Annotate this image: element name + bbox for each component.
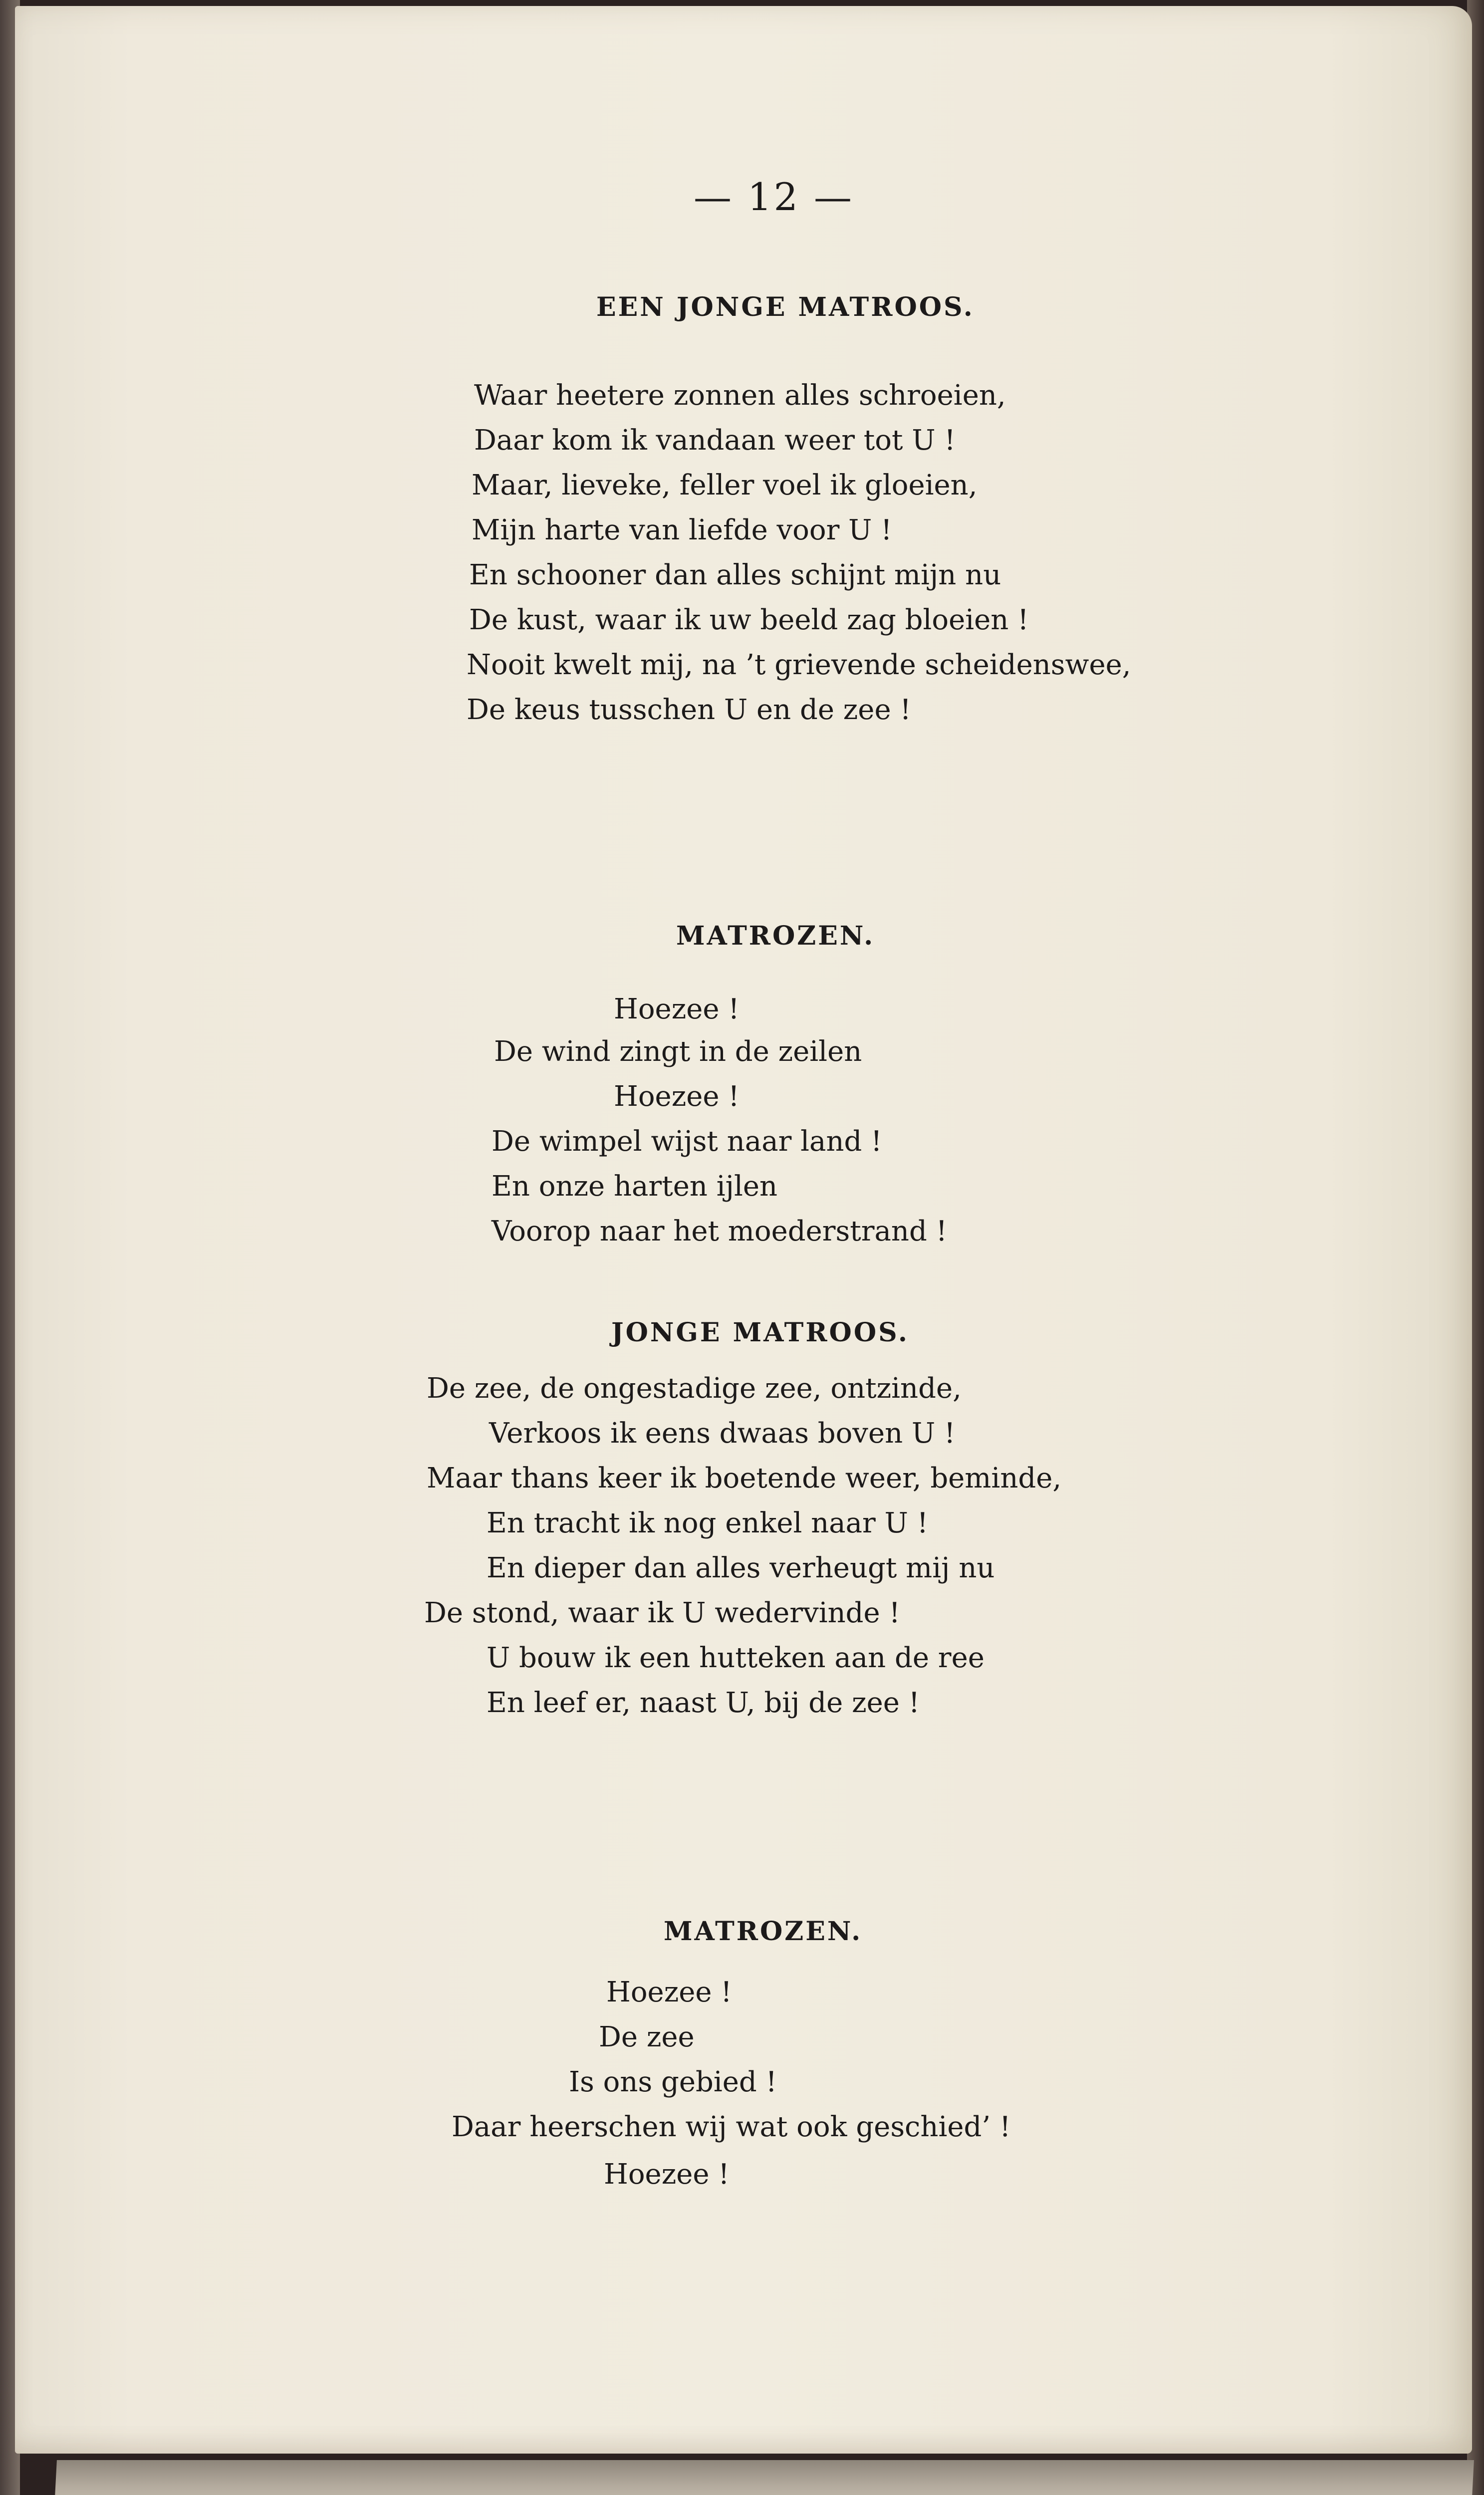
- poem-line: De stond, waar ik U wedervinde !: [424, 1597, 900, 1629]
- poem-line: Hoezee !: [604, 2158, 730, 2191]
- poem-line: Mijn harte van liefde voor U !: [472, 514, 892, 546]
- page-bottom-shadow: [53, 2460, 1474, 2495]
- poem-line: Daar kom ik vandaan weer tot U !: [474, 424, 956, 457]
- poem-line: En leef er, naast U, bij de zee !: [487, 1687, 920, 1719]
- poem-line: Maar, lieveke, feller voel ik gloeien,: [472, 469, 978, 501]
- poem-line: En tracht ik nog enkel naar U !: [487, 1507, 929, 1539]
- section-heading: MATROZEN.: [676, 921, 875, 951]
- poem-line: Verkoos ik eens dwaas boven U !: [489, 1417, 956, 1450]
- poem-line: Hoezee !: [614, 993, 740, 1025]
- poem-line: De wimpel wijst naar land !: [492, 1125, 882, 1158]
- poem-line: En onze harten ijlen: [492, 1170, 778, 1203]
- poem-line: Nooit kwelt mij, na ’t grievende scheidenswee,: [467, 649, 1131, 681]
- poem-line: Voorop naar het moederstrand !: [492, 1215, 948, 1248]
- poem-line: Hoezee !: [606, 1976, 732, 2008]
- poem-line: De wind zingt in de zeilen: [494, 1035, 862, 1068]
- poem-line: Hoezee !: [614, 1080, 740, 1113]
- section-heading: EEN JONGE MATROOS.: [596, 292, 975, 322]
- poem-line: Waar heetere zonnen alles schroeien,: [474, 379, 1006, 412]
- page-number: — 12 —: [694, 175, 854, 219]
- poem-line: Maar thans keer ik boetende weer, beminde,: [427, 1462, 1062, 1495]
- poem-line: U bouw ik een hutteken aan de ree: [487, 1642, 985, 1674]
- poem-line: Is ons gebied !: [569, 2066, 777, 2098]
- poem-line: En schooner dan alles schijnt mijn nu: [469, 559, 1001, 591]
- poem-line: Daar heerschen wij wat ook geschied’ !: [452, 2111, 1011, 2143]
- section-heading: MATROZEN.: [664, 1916, 863, 1947]
- poem-line: En dieper dan alles verheugt mij nu: [487, 1552, 995, 1584]
- poem-line: De zee: [599, 2021, 695, 2053]
- poem-line: De kust, waar ik uw beeld zag bloeien !: [469, 604, 1029, 636]
- poem-line: De keus tusschen U en de zee !: [467, 694, 911, 726]
- poem-line: De zee, de ongestadige zee, ontzinde,: [427, 1372, 962, 1405]
- section-heading: JONGE MATROOS.: [611, 1317, 909, 1348]
